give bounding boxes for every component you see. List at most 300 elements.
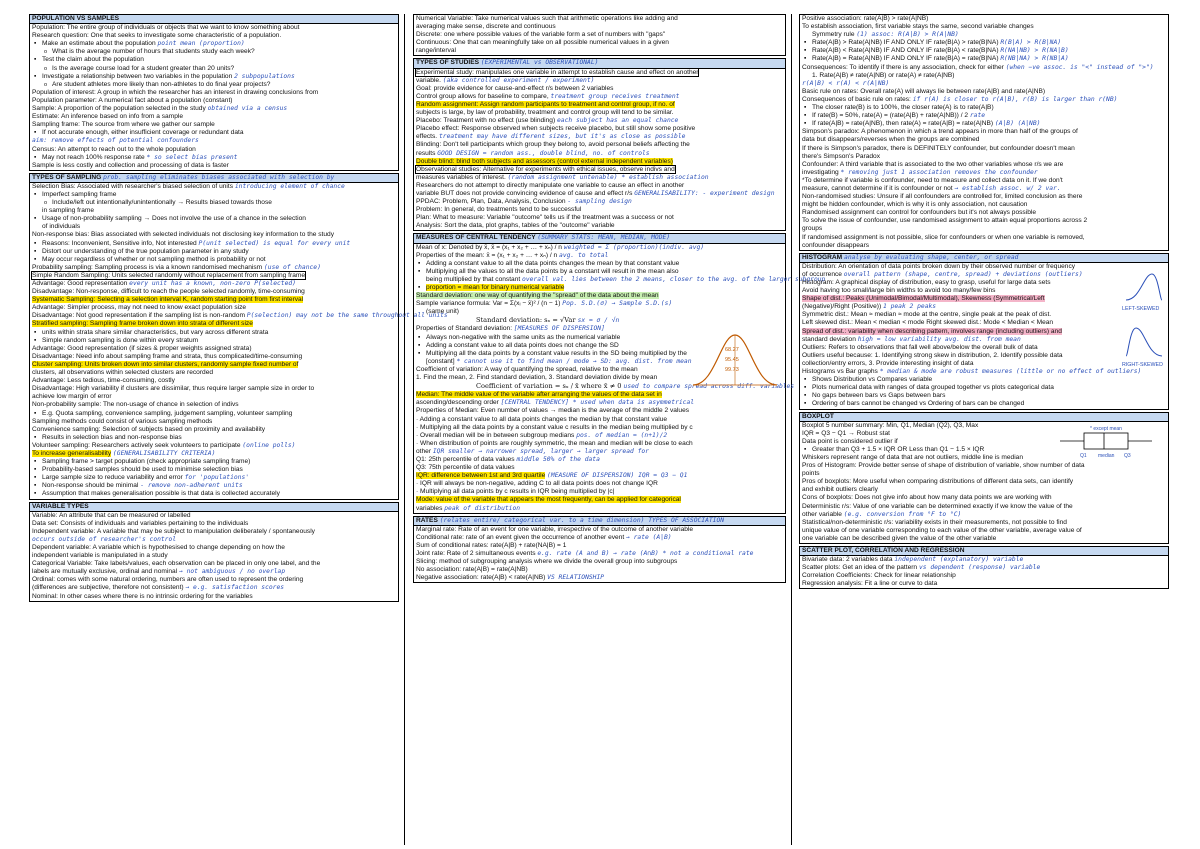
line-text: variable BUT does not provide convincing evidence of cause and effect r/s	[416, 189, 633, 197]
line-text: averaging make sense, discrete and continuous	[416, 23, 556, 31]
line-text: Dependent variable: A variable which is hypothesised to change depending on how the	[32, 544, 285, 551]
line-text: variable.	[416, 76, 441, 84]
line-text: Estimate: An inference based on info from a sample	[32, 113, 184, 121]
text-line	[416, 77, 783, 85]
text-line	[32, 312, 448, 320]
text-line	[802, 352, 1166, 360]
text-line	[802, 185, 1166, 193]
text-line	[802, 564, 1166, 572]
text-line	[802, 344, 1166, 352]
line-text: Non-response should be minimal	[42, 482, 139, 490]
line-text: Data point is considered outlier if	[802, 437, 898, 445]
line-text: Outliers useful because: 1. Identifying strong skew in distribution, 2. Identify possible data	[802, 351, 1063, 359]
text-line	[802, 161, 1166, 169]
line-text: · Multiplying all the data points by a constant value c results in the median being multiplied by c	[416, 423, 693, 431]
line-text: Properties of Standard deviation:	[416, 325, 513, 333]
line-text: Consequences: To identify if there is any association, check for either	[802, 63, 1004, 71]
text-line	[32, 191, 396, 199]
line-text: Randomised assignment can control for confounders but it's not always possible	[802, 209, 1036, 217]
text-line	[416, 133, 783, 141]
text-line	[32, 280, 396, 288]
text-line	[802, 279, 1166, 287]
line-text: unique value of one variable corresponding to each value of the other variable, average value of	[802, 526, 1082, 534]
line-text: groups	[802, 225, 823, 233]
text-line	[416, 85, 783, 93]
line-text: Shows Distribution vs Compares variable	[812, 376, 933, 384]
text-line	[416, 190, 783, 198]
line-text: in sampling frame	[42, 207, 95, 215]
line-text: Categorical Variable: Take labels/values, each observation can be placed in only one label, and the	[32, 560, 321, 568]
text-line	[32, 353, 396, 361]
line-text: Double blind: blind both subjects and assessors (control external independent variables)	[416, 157, 673, 165]
handwritten-note: (MEASURE OF DISPERSION) IQR = Q3 − Q1	[547, 472, 688, 480]
line-text: proportion = mean for binary numerical variable	[426, 284, 565, 291]
text-line	[802, 201, 1166, 209]
line-text: labels are mutually exclusive, ordinal and nominal	[32, 568, 178, 576]
handwritten-note: point mean (proportion)	[157, 40, 245, 48]
line-text: Are student athletes more likely than non-athletes to do final year projects?	[52, 80, 271, 88]
text-line	[802, 328, 1166, 336]
text-line	[802, 55, 1166, 63]
line-text: The closer rate(B) is to 100%, the closer rate(A) is to rate(A|B)	[812, 104, 994, 112]
bell-label: 95.45	[725, 357, 739, 364]
line-text: Simpson's paradox: A phenomenon in which a trend appears in more than half of the groups of	[802, 128, 1078, 136]
text-line	[802, 580, 1166, 588]
text-line	[32, 568, 396, 576]
text-line	[802, 234, 1166, 242]
text-line	[416, 496, 783, 504]
text-line	[802, 486, 1166, 494]
line-text: Properties of the mean: x̄ = (x₁ + x₂ + … + xₙ) / n	[416, 251, 558, 259]
line-text: Q1: 25th percentile of data values	[416, 455, 515, 463]
text-line	[802, 494, 1166, 502]
text-line	[32, 146, 396, 154]
line-text: · When distribution of points are roughly symmetric, the mean and median will be close to each	[416, 439, 693, 447]
handwritten-note: R(B|A) > R(B|NA)	[1000, 39, 1062, 47]
text-line	[802, 88, 1166, 96]
text-line	[416, 252, 783, 260]
text-line	[416, 550, 783, 558]
line-text: Census: An attempt to reach out to the whole population	[32, 145, 196, 153]
line-text: Q3: 75th percentile of data values	[416, 464, 515, 472]
line-text: Plots numerical data with ranges of data grouped together vs plots categorical data	[812, 384, 1054, 392]
text-line	[416, 534, 783, 542]
line-text: Conditional rate: rate of an event given the occurrence of another event	[416, 533, 625, 541]
handwritten-note: (relates entire/ categorical var. to a time dimension) TYPES OF ASSOCIATION	[439, 516, 725, 524]
line-text: Data set: Consists of individuals and variables pertaining to the individuals	[32, 519, 249, 527]
text-line	[416, 174, 783, 182]
text-line	[802, 242, 1166, 250]
text-line	[416, 69, 783, 77]
text-line	[32, 337, 396, 345]
text-line	[32, 121, 396, 129]
handwritten-note: (SUMMARY STATS: MEAN, MEDIAN, MODE)	[537, 234, 671, 242]
section-title-text: MEASURES OF CENTRAL TENDENCY	[416, 234, 536, 242]
handwritten-note: (1) assoc: R(A|B) > R(A|NB)	[856, 31, 959, 39]
line-text: Nominal: In other cases where there is no intrinsic ordering for the variables	[32, 592, 253, 600]
boxplot-figure	[1054, 423, 1164, 459]
section-body	[800, 263, 1168, 409]
line-text: data but disappears/reverses when the groups are combined	[802, 136, 980, 144]
text-line	[32, 81, 396, 89]
text-line	[416, 214, 783, 222]
text-line	[32, 65, 396, 73]
handwritten-note: for 'populations'	[184, 474, 250, 482]
handwritten-note: (GENERALISABILITY CRITERIA)	[113, 449, 216, 457]
line-text: Numerical Variable: Take numerical values such that arithmetic operations like adding and	[416, 15, 678, 22]
section-body	[800, 556, 1168, 588]
section-body	[800, 15, 1168, 250]
text-line	[32, 369, 396, 377]
text-line	[32, 296, 396, 304]
text-line	[802, 311, 1166, 319]
line-text: Reasons: Inconvenient, Sensitive info, Not interested	[42, 239, 197, 247]
line-text: May occur regardless of whether or not sampling method is probability or not	[42, 255, 266, 263]
line-text: measure, cannot determine if it is confounder or not	[802, 184, 953, 192]
text-line	[802, 153, 1166, 161]
text-line	[416, 39, 783, 47]
line-text: Experimental study: manipulates one variable in attempt to establish cause and effect on another	[416, 68, 699, 76]
text-line	[802, 336, 1166, 344]
line-text: results	[416, 149, 436, 157]
text-line	[32, 512, 396, 520]
section-boxplot	[799, 412, 1169, 545]
line-text: Simple Random Sampling: Units selected randomly without replacement from sampling frame	[32, 271, 306, 279]
line-text: Non-response bias: Bias associated with selected individuals not disclosing key information to the study	[32, 231, 335, 239]
text-line	[802, 368, 1166, 376]
line-text: Coefficient of variation: A way of quantifying the spread, relative to the mean	[416, 365, 638, 373]
text-line	[416, 308, 783, 316]
section-body	[30, 512, 398, 601]
line-text: Adding a constant value to all the data points changes the mean by that constant value	[426, 259, 680, 267]
line-text: of occurrence	[802, 270, 842, 278]
line-text: Analysis: Sort the data, plot graphs, tables of the "outcome" variable	[416, 222, 615, 230]
text-line	[802, 193, 1166, 201]
section-title	[414, 517, 785, 526]
text-line	[32, 593, 396, 601]
handwritten-note: occurs outside of researcher's control	[32, 535, 177, 543]
handwritten-note: treatment group receives treatment	[550, 92, 680, 100]
line-text: Usage of non-probability sampling → Does not involve the use of a chance in the selection	[42, 215, 306, 223]
text-line	[416, 93, 783, 101]
right-skew-curve	[1126, 328, 1162, 356]
text-line	[416, 488, 783, 496]
line-text: Cons of boxplots: Does not give info about how many data points we are working with	[802, 494, 1052, 502]
handwritten-note: prob. sampling eliminates biases associated with selection by	[103, 173, 335, 181]
text-line	[802, 519, 1166, 527]
line-text: E.g. Quota sampling, convenience sampling, judgement sampling, volunteer sampling	[42, 409, 293, 417]
text-line	[416, 117, 783, 125]
text-line	[802, 145, 1166, 153]
text-line	[416, 158, 783, 166]
line-text: Goal: provide evidence for cause-and-effect r/s between 2 variables	[416, 84, 614, 92]
text-line	[802, 169, 1166, 177]
line-text: Ordering of bars cannot be changed vs Ordering of bars can be changed	[812, 400, 1025, 408]
text-line	[32, 264, 396, 272]
handwritten-note: r(A|B) < r(A) < r(A|NB)	[802, 79, 890, 87]
line-text: Independent variable: A variable that may be subject to manipulation deliberately / spontaneously	[32, 527, 315, 535]
line-text: Sample: A proportion of the population selected in the study	[32, 105, 206, 113]
text-line	[416, 566, 783, 574]
line-text: Make an estimate about the population	[42, 40, 156, 48]
line-text: To establish association, first variable stays the same, second variable changes	[802, 23, 1034, 31]
text-line	[32, 129, 396, 137]
line-text: To solve the issue of confounder, use randomised assignment to attain equal proportions across 2	[802, 217, 1088, 225]
text-line	[416, 448, 783, 456]
line-text: Selection Bias: Associated with researcher's biased selection of units	[32, 182, 234, 190]
line-text: other variable	[802, 510, 842, 518]
text-line	[416, 399, 783, 407]
line-text: Stratified sampling: Sampling frame broken down into strata of different size	[32, 320, 253, 328]
text-line	[32, 490, 396, 498]
line-text: Correlation Coefficients: Check for linear relationship	[802, 572, 956, 580]
line-text: measures variables of interest.	[416, 173, 506, 181]
text-line	[32, 215, 396, 223]
line-text: Pros of Histogram: Provide better sense of shape of distribution of variable, show number of data	[802, 462, 1085, 470]
line-text: Problem: In general, do treatments tend to be successful	[416, 206, 582, 214]
text-line	[32, 536, 396, 544]
text-line	[32, 377, 396, 385]
line-text: Disadvantage: Need info about sampling frame and strata, thus complicated/time-consuming	[32, 352, 303, 360]
text-line	[802, 295, 1166, 303]
text-line	[32, 240, 396, 248]
line-text: *To determine if variable is confounder, need to measure and collect data on it. If we don't	[802, 176, 1063, 184]
text-line	[416, 472, 783, 480]
column-divider	[404, 14, 405, 845]
section-numerical	[413, 14, 786, 56]
line-text: If not accurate enough, either insufficient coverage or redundant data	[42, 129, 244, 137]
handwritten-note: weighted = Σ (proportion)(indiv. avg)	[563, 243, 705, 251]
line-text: being multiplied by that constant	[426, 275, 521, 283]
section-association	[799, 14, 1169, 251]
skew-label: RIGHT-SKEWED	[1122, 361, 1163, 368]
line-text: Researchers do not attempt to directly manipulate one variable to cause an effect in another	[416, 181, 685, 189]
line-text: Systematic Sampling: Selecting a selection interval K, random starting point from first interval	[32, 296, 304, 304]
text-line	[802, 225, 1166, 233]
handwritten-note: high = low variability avg. dist. from mean	[857, 335, 1021, 343]
line-text: Mean of x: Denoted by x̄, x̄ = (x₁ + x₂ + … + xₙ) / n	[416, 243, 562, 251]
line-text: Investigate a relationship between two variables in the population	[42, 72, 233, 80]
line-text: achieve low margin of error	[32, 393, 112, 401]
handwritten-note: * so select bias present	[146, 153, 238, 161]
line-text: Left skewed dist.: Mean < median < mode Right skewed dist.: Mode < Median < Mean	[802, 319, 1054, 327]
line-text: 1. Rate(A|B) ≠ rate(A|NB) or rate(A) ≠ rate(A|NB)	[812, 71, 955, 79]
text-line	[32, 442, 396, 450]
line-text: Sum of conditional rates: rate(A|B) + rate(NA|B) = 1	[416, 541, 567, 549]
handwritten-note: sx = σ / √n	[577, 317, 620, 325]
text-line	[416, 526, 783, 534]
line-text: Research question: One that seeks to investigate some characteristic of a population.	[32, 32, 282, 40]
line-text: Rate(A|B) > Rate(A|NB) IF AND ONLY IF rate(B|A) > rate(B|NA)	[812, 39, 999, 47]
handwritten-note: if r(A) is closer to r(A|B), r(B) is larger than r(NB)	[912, 95, 1118, 103]
line-text: · Overall median will be in between subgroup medians	[416, 431, 575, 439]
text-line	[32, 231, 396, 239]
line-text: Disadvantage: Non-response, difficult to reach the people selected randomly, time-consuming	[32, 288, 305, 296]
handwritten-note: (use of chance)	[264, 263, 321, 271]
line-text: Boxplot 5 number summary: Min, Q1, Median (Q2), Q3, Max	[802, 421, 979, 429]
text-line	[416, 275, 826, 284]
line-text: Population of interest: A group in which the researcher has an interest in drawing conclusions from	[32, 88, 319, 96]
text-line	[802, 319, 1166, 327]
handwritten-note: analyse by evaluating shape, center, or spread	[844, 253, 1019, 261]
line-text: Histograms vs Bar graphs	[802, 368, 878, 376]
text-line	[32, 528, 396, 536]
line-text: Properties of Median: Even number of values → median is the average of the middle 2 values	[416, 407, 690, 415]
handwritten-note: used to compare spread across diff. variables	[623, 383, 795, 391]
text-line	[802, 392, 1166, 400]
normal-curve-figure	[689, 329, 781, 393]
text-line	[32, 426, 396, 434]
line-text: of individuals	[42, 223, 81, 231]
text-line	[802, 287, 1166, 295]
line-text: Discrete: one where possible values of the variable form a set of numbers with "gaps"	[416, 31, 666, 39]
line-text: Rate(A|B) < Rate(A|NB) IF AND ONLY IF rate(B|A) < rate(B|NA)	[812, 47, 999, 55]
handwritten-note: introducing element of chance	[234, 182, 345, 190]
text-line	[416, 222, 783, 230]
line-text: confounder disappears	[802, 241, 870, 249]
text-line	[32, 544, 396, 552]
handwritten-note: → rate (A|B)	[626, 533, 672, 541]
line-text: IQR = Q3 − Q1 → Robust stat	[802, 429, 890, 437]
text-line	[32, 113, 396, 121]
text-line	[32, 56, 396, 64]
text-line	[802, 47, 1166, 55]
line-text: Standard deviation: sₓ = √Var	[476, 316, 576, 325]
text-line	[416, 141, 783, 149]
section-title: SCATTER PLOT, CORRELATION AND REGRESSION	[800, 547, 1168, 556]
line-text: Non-probability sample: The non-usage of chance in selection of indivs	[32, 401, 239, 409]
handwritten-note: treatment may have different sizes, but it's as close as possible	[438, 133, 686, 141]
bell-label: 99.73	[725, 367, 739, 374]
text-line	[32, 24, 396, 32]
line-text: (Negative)/Right (Positive))	[802, 303, 882, 311]
text-line	[416, 206, 783, 214]
line-text: Population: The entire group of individuals or objects that we want to know something about	[32, 24, 300, 32]
handwritten-note: peak of distribution	[444, 504, 521, 512]
text-line	[416, 47, 783, 55]
text-line	[802, 527, 1166, 535]
line-text: Symmetric dist.: Mean ≈ median ≈ mode at the centre, single peak at the peak of dist.	[802, 311, 1052, 319]
handwritten-note: → e.g. satisfaction scores	[185, 584, 285, 592]
text-line	[32, 183, 396, 191]
handwritten-note: rate	[969, 112, 986, 120]
text-line	[802, 511, 1166, 519]
line-text: Mode: value of the variable that appears the most frequently, can be applied for categorical	[416, 496, 681, 504]
line-text: might be hidden confounder, which is why it is only association, not causation	[802, 201, 1028, 209]
text-line	[32, 48, 396, 56]
line-text: 1. Find the mean, 2. Find standard deviation, 3. Standard deviation divide by mean	[416, 374, 658, 382]
text-line	[802, 23, 1166, 31]
line-text: there's Simpson's Paradox	[802, 152, 881, 160]
line-text: Regression analysis: Fit a line or curve to data	[802, 580, 938, 588]
text-line	[802, 39, 1166, 47]
text-line	[416, 23, 783, 31]
handwritten-note: * removing just 1 association removes the confounder	[840, 168, 1038, 176]
line-text: Test the claim about the population	[42, 56, 144, 64]
line-text: What is the average number of hours that students study each week?	[52, 48, 255, 56]
line-text: Advantage: Good representation (if sizes & proper weights assigned strata)	[32, 344, 252, 352]
section-studies	[413, 58, 786, 231]
line-text: Scatter plots: Get an idea of the pattern	[802, 564, 918, 572]
line-text: other	[416, 447, 432, 455]
line-text: Marginal rate: Rate of an event for one variable, irrespective of the outcome of another variable	[416, 525, 694, 533]
handwritten-note: obtained via a census	[207, 105, 288, 113]
section-scatter	[799, 546, 1169, 589]
text-line	[802, 384, 1166, 392]
text-line	[802, 15, 1166, 23]
section-title-text: RATES	[416, 516, 438, 524]
text-line	[32, 482, 396, 490]
text-line	[32, 418, 396, 426]
line-text: Simple random sampling is done within every stratum	[42, 336, 199, 344]
text-line	[32, 552, 396, 560]
line-text: Cluster sampling: Units broken down into similar clusters, randomly sample fixed number of	[32, 360, 299, 368]
text-line	[802, 271, 1166, 279]
text-line	[416, 407, 783, 415]
line-text: Adding a constant value to all data points does not change the SD	[426, 341, 619, 349]
handwritten-note: vs dependent (response) variable	[918, 564, 1041, 572]
text-line	[32, 584, 396, 592]
handwritten-note: GOOD DESIGN = random ass., double blind, no. of controls	[437, 149, 650, 157]
handwritten-note: R(NA|NB) > R(NA|B)	[1000, 47, 1069, 55]
line-text: Standard deviation: one way of quantifying the "spread" of the data about the mean	[416, 292, 659, 300]
text-line	[416, 268, 783, 276]
text-line	[416, 150, 783, 158]
bell-label: 68.27	[725, 347, 739, 354]
text-line	[416, 244, 783, 252]
text-line	[32, 410, 396, 418]
handwritten-note: (random assignment untenable) * establish association	[507, 173, 709, 181]
line-text: Continuous: One that can meaningfully take on all possible numerical values in a given	[416, 39, 669, 47]
line-text: Random assignment: Assign random participants to treatment and control group, if no. of	[416, 100, 675, 108]
line-text: Negative association: rate(A|B) < rate(A|NB)	[416, 574, 546, 582]
text-line	[802, 263, 1166, 271]
section-title-text: TYPES OF SAMPLING	[32, 173, 102, 181]
text-line	[802, 400, 1166, 408]
line-text: Shape of dist.: Peaks (Unimodal/Bimodal/Multimodal), Skewness (Symmetrical/Left	[802, 295, 1045, 303]
text-line	[32, 520, 396, 528]
text-line	[802, 80, 1166, 88]
handwritten-note: (EXPERIMENTAL vs OBSERVATIONAL)	[480, 59, 599, 67]
handwritten-note: IQR smaller → narrower spread, larger → larger spread for	[432, 447, 649, 455]
text-line	[32, 154, 396, 162]
line-text: · Adding a constant value to all data points changes the median by that constant value	[416, 415, 668, 423]
handwritten-note: - sampling design	[567, 198, 632, 206]
text-line	[416, 542, 783, 550]
text-line	[802, 120, 1166, 128]
text-line	[416, 284, 783, 292]
line-text: standard deviation	[802, 335, 856, 343]
line-text: and exhibit outliers clearly	[802, 486, 878, 494]
line-text: Outliers: Refers to observations that fall well above/below the overall bulk of data	[802, 343, 1038, 351]
line-text: Ordinal: comes with some natural ordering, numbers are often used to represent the ordering	[32, 576, 304, 584]
line-text: If rate(A|B) = rate(A|NB), then rate(A) = rate(A|B) = rate(A|NB)	[812, 120, 994, 128]
text-line	[416, 558, 783, 566]
line-text: Multiplying all the data points by a constant value results in the SD being multiplied by the	[426, 349, 687, 357]
section-title: VARIABLE TYPES	[30, 503, 398, 512]
text-line	[416, 416, 783, 424]
line-text: May not reach 100% response rate	[42, 153, 145, 161]
section-title	[800, 254, 1168, 263]
line-text: If rate(B) = 50%, rate(A) = (rate(A|B) + rate(A|NB)) / 2	[812, 112, 969, 120]
line-text: Convenience sampling: Selection of subjects based on proximity and availability	[32, 425, 266, 433]
line-text: Whiskers represent range of data that are not outliers, middle line is median	[802, 453, 1024, 461]
line-text: effects.	[416, 133, 438, 141]
line-text: Blinding: Don't tell participants which group they belong to, avoid personal beliefs affecting the	[416, 141, 690, 149]
text-line	[32, 207, 396, 215]
handwritten-note: overall val. lies between the 2 means, closer to the avg. of the larger subgroup	[522, 275, 826, 283]
line-text: [constant]	[426, 357, 455, 365]
